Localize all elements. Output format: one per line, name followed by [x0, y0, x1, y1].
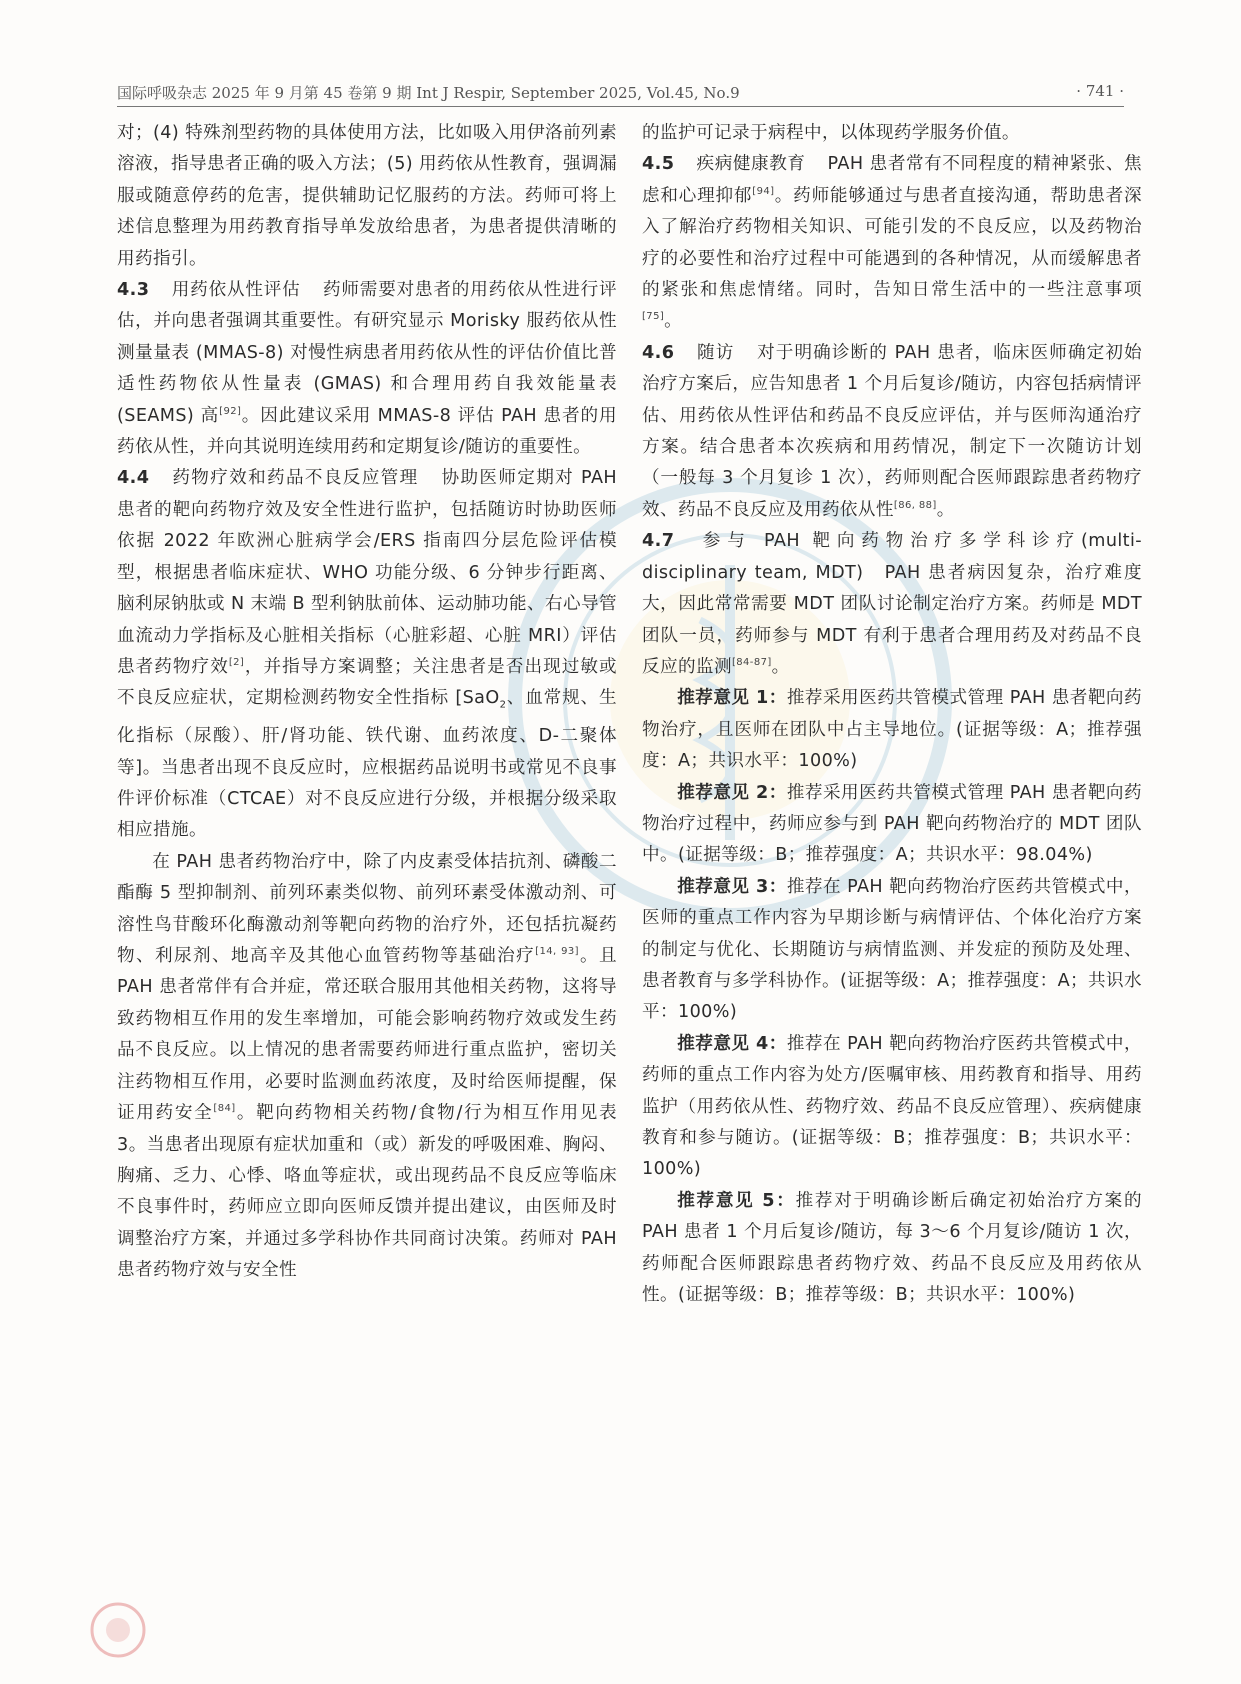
- section-title: 用药依从性评估: [171, 280, 301, 301]
- recommendation-4: [642, 1029, 1142, 1186]
- section-number: 4.5: [642, 154, 675, 175]
- recommendation-2: [642, 778, 1142, 872]
- section-text: 、血常规、生化指标（尿酸）、肝/肾功能、铁代谢、血药浓度、D-二聚体等]。当患者出现不良反应时，应根据药品说明书或常见不良事件评价标准（CTCAE）对不良反应进行分级，并根据分级采取相应措施。: [117, 688, 617, 841]
- citation-ref: [92]: [219, 405, 242, 417]
- section-text: 。: [936, 499, 955, 520]
- citation-ref: [84]: [213, 1103, 236, 1115]
- running-header: [117, 82, 1124, 104]
- right-column: [642, 118, 1142, 1311]
- section-title: 疾病健康教育: [696, 154, 806, 175]
- journal-citation: 国际呼吸杂志 2025 年 9 月第 45 卷第 9 期 Int J Respir, September 2025, Vol.45, No.9: [117, 84, 740, 102]
- recommendation-1: [642, 683, 1142, 777]
- recommendation-3: [642, 872, 1142, 1029]
- section-4-3: [117, 275, 617, 463]
- paragraph-drug-interactions: [117, 847, 617, 1287]
- citation-ref: [94]: [752, 185, 775, 197]
- recommendation-text: 推荐在 PAH 靶向药物治疗医药共管模式中，药师的重点工作内容为处方/医嘱审核、用药教育和指导、用药监护（用药依从性、药物疗效、药品不良反应管理）、疾病健康教育和参与随访。(证据等级：B；推荐强度：B；共识水平：100%): [642, 1033, 1142, 1180]
- recommendation-label: 推荐意见 3：: [677, 876, 787, 897]
- paragraph-text: 。靶向药物相关药物/食物/行为相互作用见表 3。当患者出现原有症状加重和（或）新发的呼吸困难、胸闷、胸痛、乏力、心悸、咯血等症状，或出现药品不良反应等临床不良事件时，药师应立即向医师反馈并提出建议，由医师及时调整治疗方案，并通过多学科协作共同商讨决策。药师对 PAH 患者药物疗效与安全性: [117, 1103, 617, 1281]
- citation-ref: [84-87]: [731, 656, 772, 668]
- recommendation-5: [642, 1186, 1142, 1312]
- recommendation-label: 推荐意见 4：: [677, 1033, 787, 1054]
- section-text: 。: [664, 311, 683, 332]
- citation-ref: [75]: [642, 311, 665, 323]
- recommendation-label: 推荐意见 1：: [677, 688, 787, 709]
- citation-ref: [86, 88]: [893, 499, 937, 511]
- section-text: 药师需要对患者的用药依从性进行评估，并向患者强调其重要性。有研究显示 Morisky 服药依从性测量量表 (MMAS-8) 对慢性病患者用药依从性的评估价值比普适性药物依从性量表 (GMAS) 和合理用药自我效能量表 (SEAMS) 高: [117, 280, 617, 426]
- page-number: · 741 ·: [1076, 82, 1124, 100]
- recommendation-text: 推荐采用医药共管模式管理 PAH 患者靶向药物治疗，且医师在团队中占主导地位。(证据等级：A；推荐强度：A；共识水平：100%): [642, 688, 1142, 772]
- paragraph-education-tail: 对；(4) 特殊剂型药物的具体使用方法，比如吸入用伊洛前列素溶液，指导患者正确的吸入方法；(5) 用药依从性教育，强调漏服或随意停药的危害，提供辅助记忆服药的方法。药师可将上述信息整理为用药教育指导单发放给患者，为患者提供清晰的用药指引。: [117, 123, 617, 269]
- recommendation-label: 推荐意见 2：: [677, 782, 787, 803]
- section-4-6: [642, 338, 1142, 526]
- section-text: (multi-disciplinary team, MDT) PAH 患者病因复杂，治疗难度大，因此常常需要 MDT 团队讨论制定治疗方案。药师是 MDT 团队一员，药师参与 MDT 有利于患者合理用药及对药品不良反应的监测: [642, 531, 1142, 677]
- section-title: 随访: [696, 342, 735, 363]
- header-divider: [117, 106, 1124, 107]
- recommendation-text: 推荐在 PAH 靶向药物治疗医药共管模式中，医师的重点工作内容为早期诊断与病情评估、个体化治疗方案的制定与优化、长期随访与病情监测、并发症的预防及处理、患者教育与多学科协作。(证据等级：A；推荐强度：A；共识水平：100%): [642, 876, 1142, 1023]
- left-column: [117, 118, 617, 1287]
- section-number: 4.6: [642, 342, 675, 363]
- citation-ref: [2]: [228, 656, 245, 668]
- recommendation-text: 推荐采用医药共管模式管理 PAH 患者靶向药物治疗过程中，药师应参与到 PAH 靶向药物治疗的 MDT 团队中。(证据等级：B；推荐强度：A；共识水平：98.04%): [642, 782, 1142, 866]
- section-text: 。药师能够通过与患者直接沟通，帮助患者深入了解治疗药物相关知识、可能引发的不良反应，以及药物治疗的必要性和治疗过程中可能遇到的各种情况，从而缓解患者的紧张和焦虑情绪。同时，告知日常生活中的一些注意事项: [642, 185, 1142, 301]
- section-4-7: [642, 526, 1142, 683]
- paragraph-text: 。且 PAH 患者常伴有合并症，常还联合服用其他相关药物，这将导致药物相互作用的发生率增加，可能会影响药物疗效或发生药品不良反应。以上情况的患者需要药师进行重点监护，密切关注药物相互作用，必要时监测血药浓度，及时给医师提醒，保证用药安全: [117, 946, 617, 1124]
- section-text: 。因此建议采用 MMAS-8 评估 PAH 患者的用药依从性，并向其说明连续用药和定期复诊/随访的重要性。: [117, 405, 617, 458]
- section-text: 。: [771, 656, 790, 677]
- section-text: 对于明确诊断的 PAH 患者，临床医师确定初始治疗方案后，应告知患者 1 个月后复诊/随访，内容包括病情评估、用药依从性评估和药品不良反应评估，并与医师沟通治疗方案。结合患者本次疾病和用药情况，制定下一次随访计划（一般每 3 个月复诊 1 次），药师则配合医师跟踪患者药物疗效、药品不良反应及用药依从性: [642, 342, 1142, 520]
- section-title: 药物疗效和药品不良反应管理: [171, 468, 419, 489]
- section-text: PAH 患者常有不同程度的精神紧张、焦虑和心理抑郁: [642, 154, 1142, 206]
- section-number: 4.4: [117, 468, 150, 489]
- red-stamp-mark: [88, 1600, 148, 1660]
- section-number: 4.7: [642, 531, 675, 552]
- section-text: 协助医师定期对 PAH 患者的靶向药物疗效及安全性进行监护，包括随访时协助医师依据 2022 年欧洲心脏病学会/ERS 指南四分层危险评估模型，根据患者临床症状、WHO 功能分级、6 分钟步行距离、脑利尿钠肽或 N 末端 B 型利钠肽前体、运动肺功能、右心导管血流动力学指标及心脏相关指标（心脏彩超、心脏 MRI）评估患者药物疗效: [117, 468, 618, 677]
- section-4-4: [117, 463, 617, 846]
- paragraph-text: 在 PAH 患者药物治疗中，除了内皮素受体拮抗剂、磷酸二酯酶 5 型抑制剂、前列环素类似物、前列环素受体激动剂、可溶性鸟苷酸环化酶激动剂等靶向药物的治疗外，还包括抗凝药物、利尿剂、地高辛及其他心血管药物等基础治疗: [117, 851, 617, 967]
- recommendation-text: 推荐对于明确诊断后确定初始治疗方案的 PAH 患者 1 个月后复诊/随访，每 3～6 个月复诊/随访 1 次，药师配合医师跟踪患者药物疗效、药品不良反应及用药依从性。(证据等级：B；推荐等级：B；共识水平：100%): [642, 1190, 1142, 1306]
- section-text: ，并指导方案调整；关注患者是否出现过敏或不良反应症状，定期检测药物安全性指标 [SaO: [117, 656, 617, 709]
- section-4-5: [642, 149, 1142, 337]
- citation-ref: [14, 93]: [535, 946, 579, 958]
- paragraph-continued: 的监护可记录于病程中，以体现药学服务价值。: [642, 123, 1020, 143]
- section-number: 4.3: [117, 280, 150, 301]
- subscript: 2: [499, 699, 507, 711]
- recommendation-label: 推荐意见 5：: [677, 1190, 796, 1211]
- section-title: 参与 PAH 靶向药物治疗多学科诊疗: [696, 531, 1082, 552]
